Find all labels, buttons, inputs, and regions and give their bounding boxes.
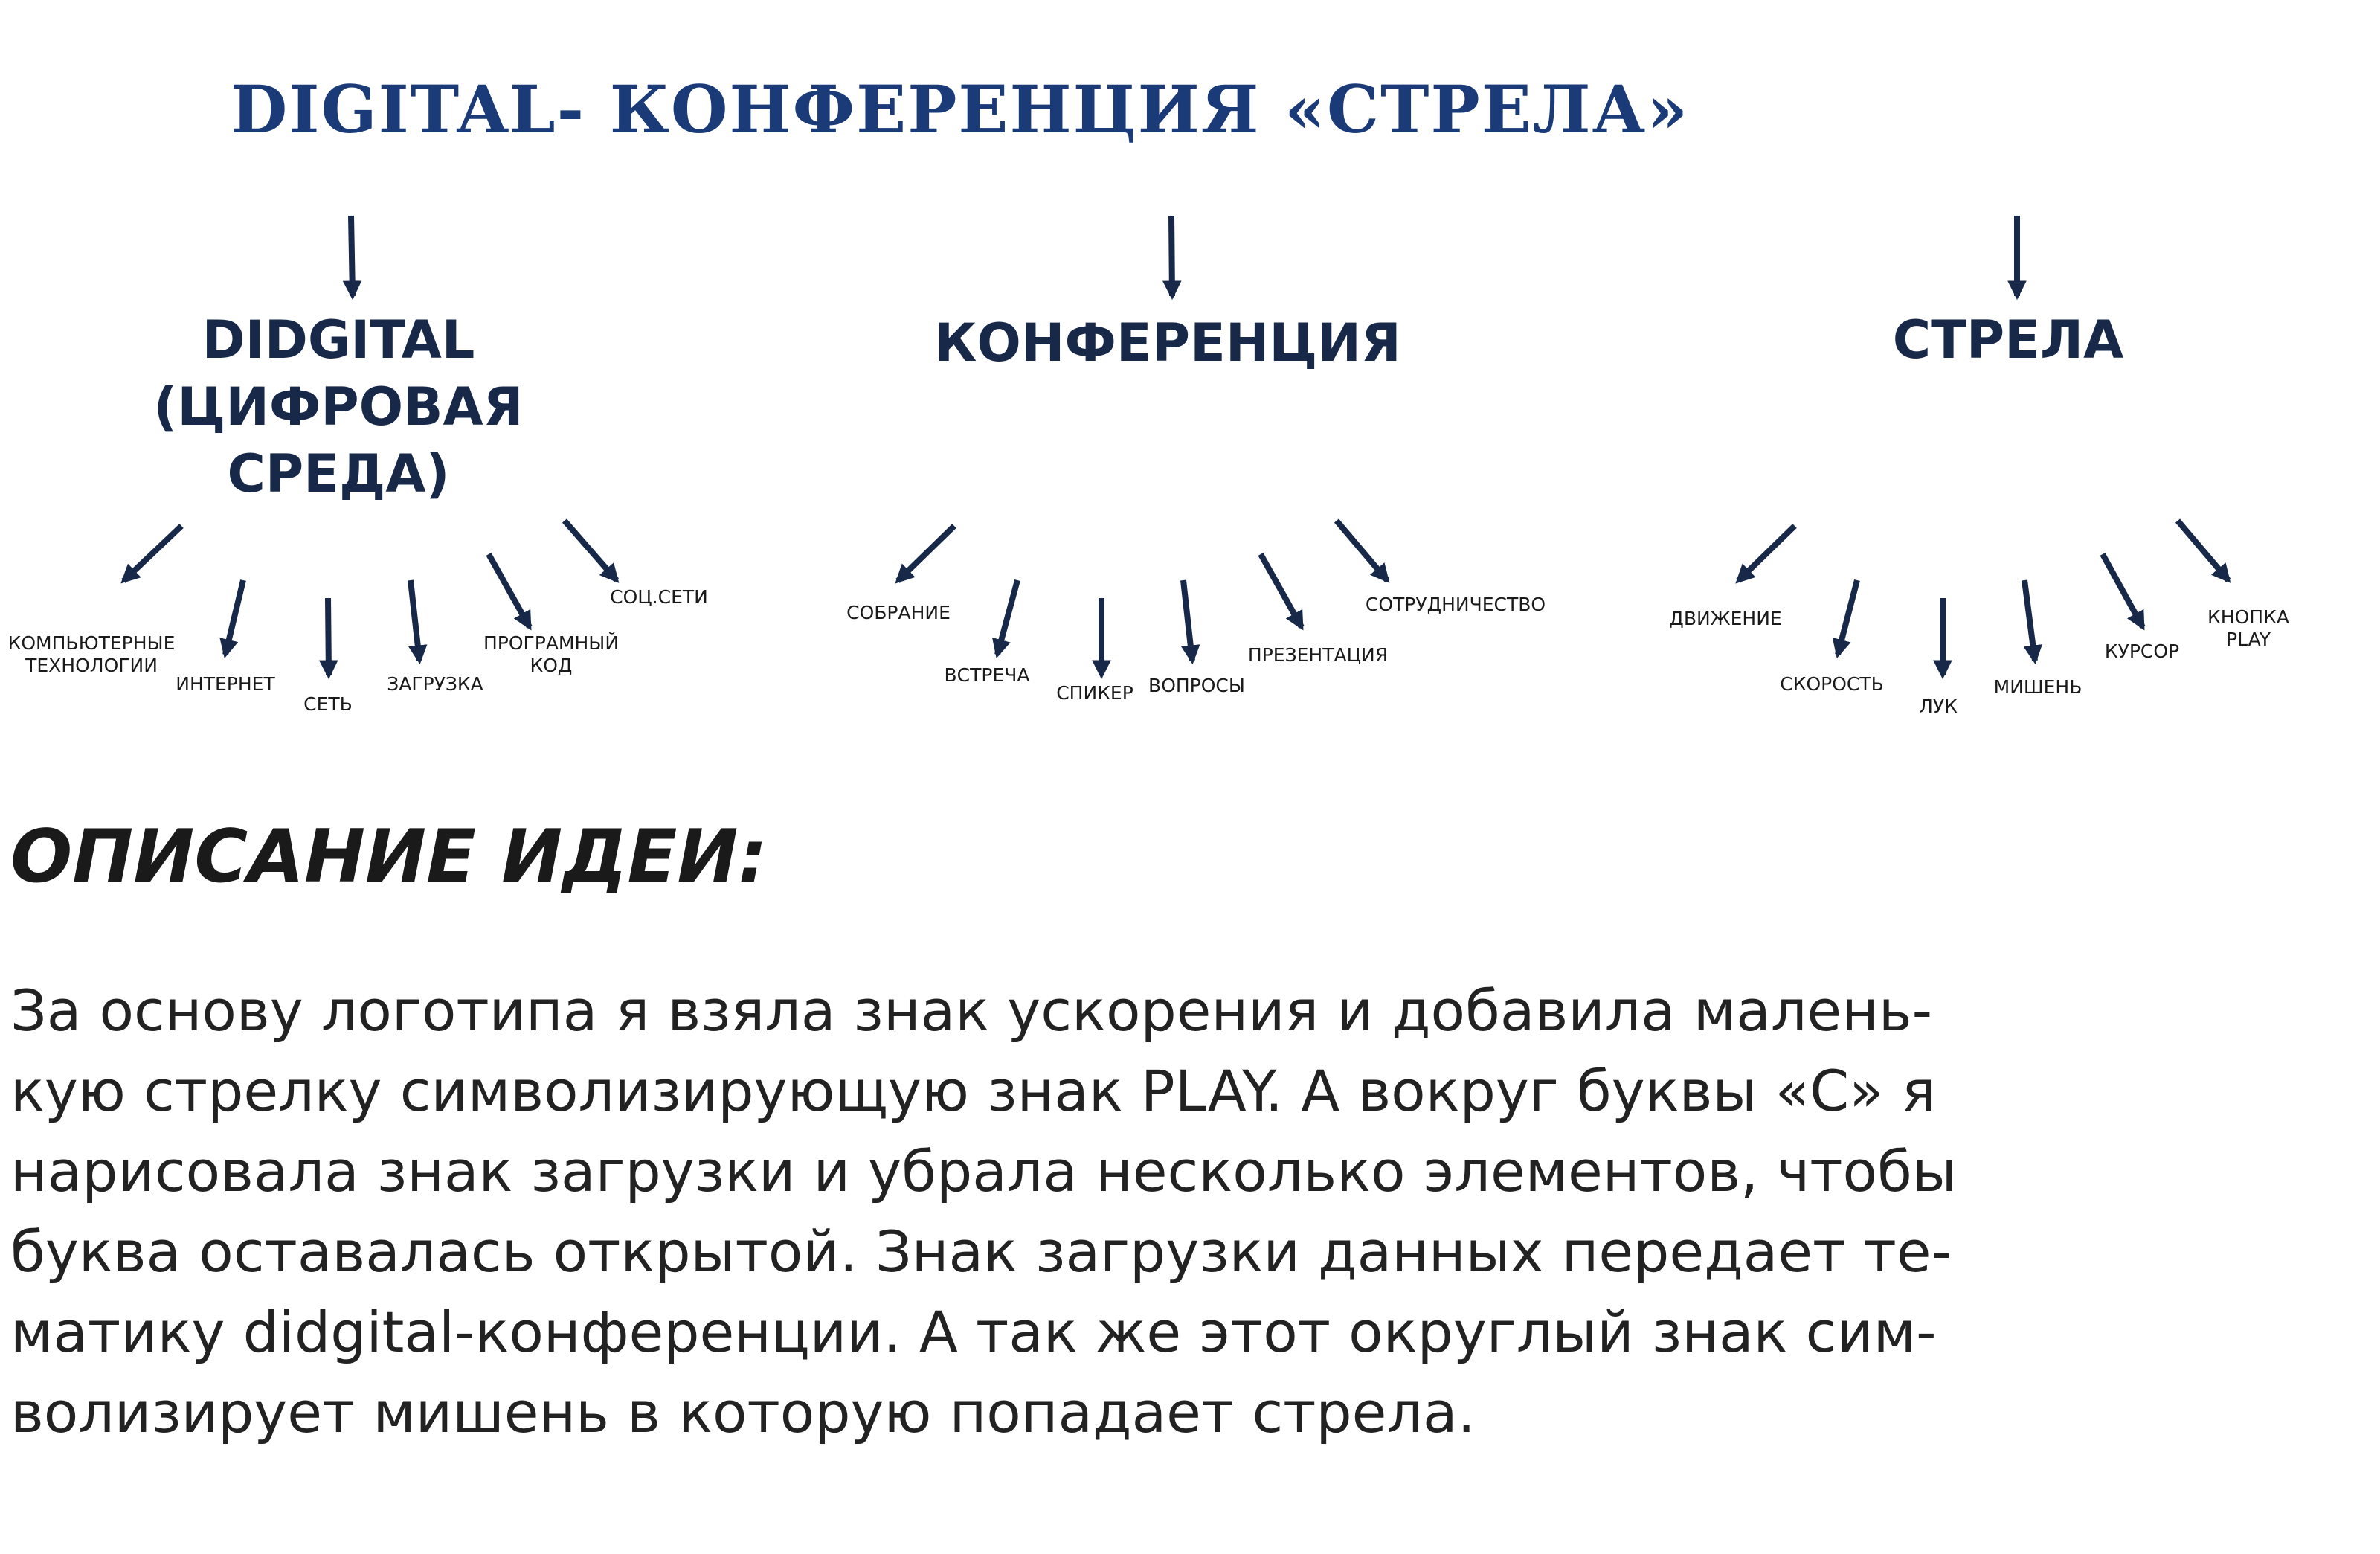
branch-conference-label: КОНФЕРЕНЦИЯ xyxy=(934,312,1401,373)
arrow-to-leaf-internet xyxy=(225,580,243,655)
leaf-speaker: СПИКЕР xyxy=(1056,682,1133,704)
leaf-target: МИШЕНЬ xyxy=(1993,676,2082,698)
leaf-download: ЗАГРУЗКА xyxy=(387,673,483,695)
arrow-to-leaf-play-button xyxy=(2178,521,2228,580)
leaf-social-networks: СОЦ.СЕТИ xyxy=(610,586,708,608)
leaf-questions: ВОПРОСЫ xyxy=(1148,675,1245,696)
leaf-bow: ЛУК xyxy=(1919,696,1958,717)
arrow-to-leaf-cursor xyxy=(2103,554,2143,627)
diagram-title: DIGITAL- КОНФЕРЕНЦИЯ «СТРЕЛА» xyxy=(231,71,1690,148)
leaf-network: СЕТЬ xyxy=(303,693,353,715)
description-paragraph xyxy=(10,971,2361,1453)
description-line: За основу логотипа я взяла знак ускорения и добавила малень- xyxy=(10,977,1933,1044)
arrow-to-digital xyxy=(351,216,353,296)
description-line: нарисовала знак загрузки и убрала несколько элементов, чтобы xyxy=(10,1138,1957,1204)
leaf-speed: СКОРОСТЬ xyxy=(1780,673,1884,695)
leaf-program-code: ПРОГРАМНЫЙ КОД xyxy=(483,632,620,676)
arrow-to-leaf-download xyxy=(411,580,419,661)
leaf-computer-technologies: КОМПЬЮТЕРНЫЕ ТЕХНОЛОГИИ xyxy=(7,632,176,676)
leaf-presentation: ПРЕЗЕНТАЦИЯ xyxy=(1247,644,1389,666)
description-line: волизирует мишень в которую попадает стрела. xyxy=(10,1379,1476,1445)
arrow-to-leaf-presentation xyxy=(1261,554,1302,627)
arrow-to-leaf-questions xyxy=(1183,580,1192,661)
section-heading: ОПИСАНИЕ ИДЕИ: xyxy=(10,815,768,899)
arrow-to-leaf-encounter xyxy=(997,580,1017,655)
leaf-meeting: СОБРАНИЕ xyxy=(846,602,951,623)
arrow-to-leaf-network xyxy=(328,598,329,675)
branch-arrow-label: СТРЕЛА xyxy=(1892,309,2124,370)
leaf-cursor: КУРСОР xyxy=(2104,640,2180,662)
arrow-to-leaf-speed xyxy=(1838,580,1857,655)
leaf-play-button: КНОПКА PLAY xyxy=(2207,606,2289,650)
arrow-to-leaf-social-networks xyxy=(565,521,617,580)
description-line: матику didgital-конференции. А так же этот округлый знак сим- xyxy=(10,1299,1937,1365)
branch-digital-label: DIDGITAL (ЦИФРОВАЯ СРЕДА) xyxy=(153,309,524,504)
arrow-to-leaf-cooperation xyxy=(1337,521,1387,580)
arrow-to-leaf-target xyxy=(2024,580,2035,661)
arrow-to-leaf-computer-technologies xyxy=(123,526,181,581)
description-line: кую стрелку символизирующую знак PLAY. А вокруг буквы «С» я xyxy=(10,1058,1936,1124)
description-line: буква оставалась открытой. Знак загрузки данных передает те- xyxy=(10,1219,1952,1285)
leaf-internet: ИНТЕРНЕТ xyxy=(176,673,275,695)
arrow-to-leaf-meeting xyxy=(898,526,954,581)
arrow-to-leaf-program-code xyxy=(489,554,530,627)
arrow-to-conference xyxy=(1171,216,1172,296)
leaf-movement: ДВИЖЕНИЕ xyxy=(1669,608,1782,629)
arrow-to-leaf-movement xyxy=(1738,526,1795,581)
leaf-cooperation: СОТРУДНИЧЕСТВО xyxy=(1365,594,1546,615)
leaf-encounter: ВСТРЕЧА xyxy=(944,664,1030,686)
